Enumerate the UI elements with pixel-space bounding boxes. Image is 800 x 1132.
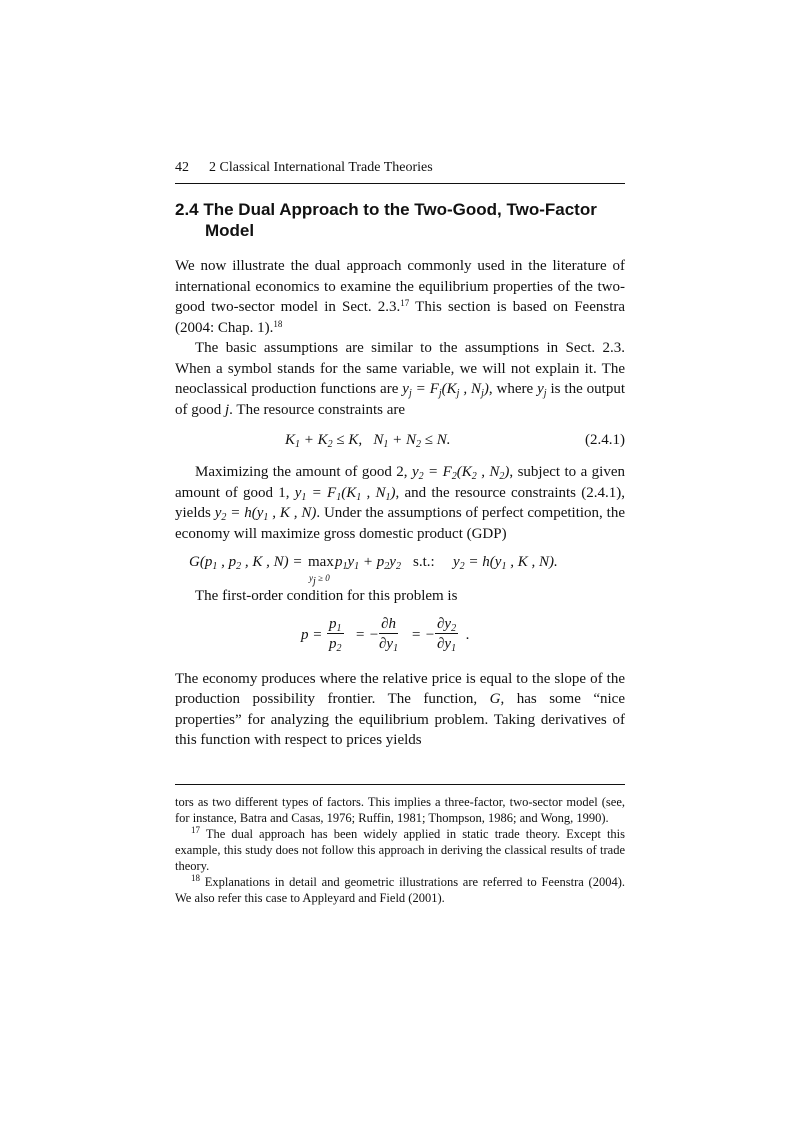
g-symbol: G [489,691,501,707]
gdp-equation [175,546,625,587]
chapter-title: 2 Classical International Trade Theories [209,160,433,175]
resource-constraint-formula: $K_1 + K_2 \le K$, $N_1 + N_2 \le N$. [285,432,451,450]
foc-fraction-prices: $\frac{p_1}{p_2}$ [329,615,342,654]
paragraph-1-text2: This section is based on Feenstra (2004: Chap. 1). [175,299,626,336]
paragraph-5-a: The economy produces where the relative price is equal to the slope of the production possibility frontier. The function, [175,670,625,707]
paragraph-2-b: , where [488,381,538,397]
paragraph-2 [175,338,625,420]
h-function-formula: $y_2 = h(y_1$ , K , N) [214,505,317,523]
running-head [175,160,625,176]
paragraph-2-a: The basic assumptions are similar to the assumptions in Sect. 2.3. When a symbol stands for the same variable, we will not explain it. The neoclassical production functions are [175,340,625,397]
first-order-condition [175,611,625,663]
foc-eq2: = − [411,626,435,643]
equation-number: (2.4.1) [585,432,625,448]
gdp-constraint: $y_2 = h(y_1$ , K , N). [453,554,558,572]
paragraph-5 [175,669,625,751]
footnotes [175,794,625,906]
paragraph-1-text: We now illustrate the dual approach commonly used in the literature of international economics to examine the equilibrium properties of the two-good two-sector model in Sect. 2.3. [175,258,625,315]
footnote-18 [175,874,625,906]
footnote-ref-18: 18 [273,318,283,329]
footnote-ref-17: 17 [400,298,410,308]
subject-to-label: s.t.: [413,554,435,570]
footnote-18-mark: 18 [191,873,200,883]
footnote-17-mark: 17 [191,825,200,835]
foc-period: . [466,626,470,643]
section-title-line2: Model [205,221,255,240]
paragraph-2-c: is the output of good [175,381,625,418]
section-title [175,199,625,241]
paragraph-3-d: . Under the assumptions of perfect competition, the economy will maximize gross domestic product (GDP) [175,505,625,542]
gdp-lhs: $G(p_1$ , $p_2$ , K , N) = [189,554,303,572]
paragraph-3-c: , and the resource constraints (2.4.1), yields [175,484,625,521]
footnote-continued: tors as two different types of factors. This implies a three-factor, two-sector model (see, for instance, Batra and Casas, 1976; Ruffin, 1981; Thompson, 1986; and Wong, 1990). [175,795,625,825]
max-operator: max [308,554,334,570]
production-function-formula: $y_j = F_j(K_j$ , $N_j$) [402,381,489,399]
page-number: 42 [175,160,189,175]
paragraph-4: The first-order condition for this problem is [195,588,458,604]
paragraph-3-a: Maximizing the amount of good 2, [195,464,412,480]
gdp-objective: $p_1y_1 + p_2y_2$ [335,554,401,572]
paragraph-1 [175,256,625,338]
max-subscript: $y_j \ge 0$ [309,573,330,587]
good2-formula: $y_2 = F_2(K_2$ , $N_2$) [411,464,510,482]
foc-p: p = [301,626,323,643]
paragraph-3-b: , subject to a given amount of good 1, [175,464,625,501]
footnote-18-text: Explanations in detail and geometric illustrations are referred to Feenstra (2004). We also refer this case to Appleyard and Field (2001). [175,875,625,905]
foc-eq1: = − [355,626,379,643]
good-symbol: j [225,401,230,418]
section-title-line1: 2.4 The Dual Approach to the Two-Good, Two-Factor [175,200,597,219]
paragraph-3 [175,462,625,544]
equation-2-4-1 [175,426,625,456]
footnote-17-text: The dual approach has been widely applied in static trade theory. Except this example, this study does not follow this approach in deriving the classical results of trade theory. [175,827,625,873]
paragraph-5-b: , has some “nice properties” for analyzing the equilibrium problem. Taking derivatives of this function with respect to prices yields [175,691,625,748]
good1-formula: $y_1 = F_1(K_1$ , $N_1$) [294,484,396,503]
output-symbol: $y_j$ [537,381,547,399]
footnote-rule [175,784,625,785]
header-rule [175,183,625,184]
body-text [175,256,625,751]
foc-fraction-y: $\frac{\partial y_2}{\partial y_1}$ [437,615,457,654]
footnote-17 [175,826,625,874]
foc-fraction-h: $\frac{\partial h}{\partial y_1}$ [379,615,399,654]
paragraph-2-d: . The resource constraints are [229,401,406,418]
